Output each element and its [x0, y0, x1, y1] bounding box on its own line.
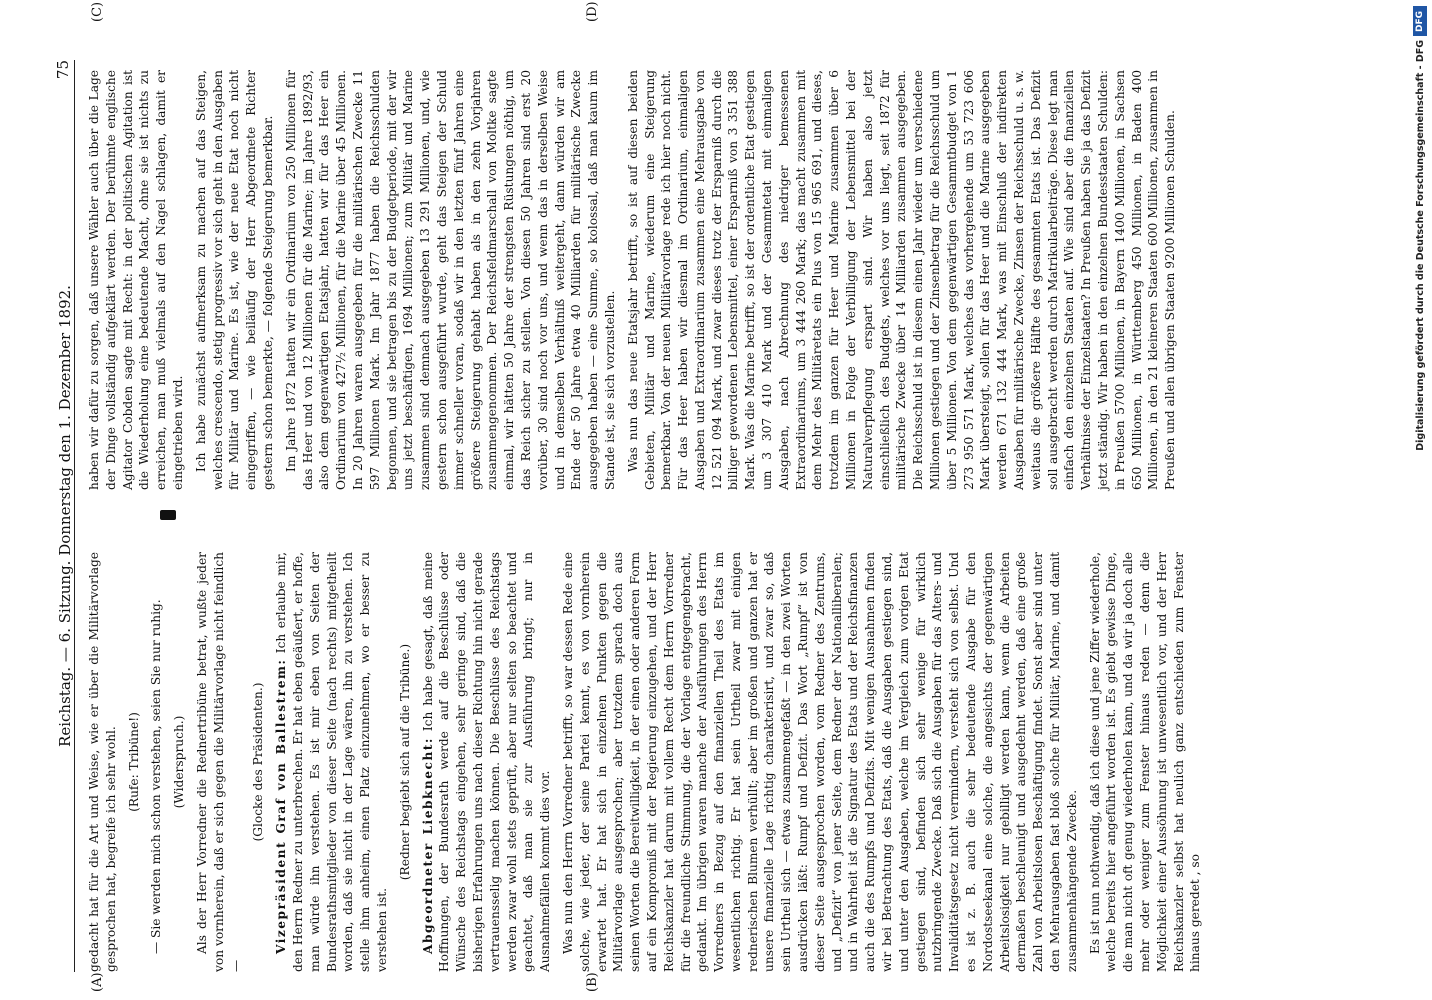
- speaker-name: Abgeordneter Liebknecht:: [420, 737, 435, 954]
- page-number: 75: [54, 60, 72, 80]
- margin-marker-b: (B): [585, 972, 600, 992]
- speaker-name: Vizepräsident Graf von Ballestrem:: [274, 658, 289, 954]
- dfg-logo: DFG: [1413, 6, 1427, 36]
- page-header: [48, 60, 75, 972]
- paragraph: [420, 552, 554, 972]
- ink-smudge: [160, 510, 176, 520]
- right-text-column: [86, 70, 1179, 490]
- margin-marker-a: (A): [90, 972, 105, 992]
- paragraph: [273, 552, 391, 972]
- paragraph: haben wir dafür zu sorgen, daß unsere Wähler auch über die Lage der Dinge vollständig aufgeklärt werden. Der berühmte englische Agitator Cobden sagte mit Recht: in der politischen Agitation ist die Wiederholung eine bedeutende Macht, ohne sie ist nichts zu erreichen, man muß vielmals auf den Nagel schlagen, damit er eingetrieben wird.: [87, 70, 185, 490]
- speech-text: Ich erlaube mir, den Herrn Redner zu unterbrechen. Er hat eben geäußert, er hoffe, man würde ihn verstehen. Es ist mir eben von Seiten der Bundesrathsmitglieder von dieser Seite (nach rechts) mitgetheilt worden, daß sie nicht in der Lage wären, ihn zu verstehen. Ich stelle ihm anheim, einen Platz einzunehmen, wo er besser zu verstehen ist.: [274, 551, 389, 972]
- dfg-attribution-text: Digitalisierung gefördert durch die Deutsche Forschungsgemeinschaft - DFG: [1414, 40, 1426, 451]
- margin-marker-c: (C): [90, 1, 105, 22]
- stage-direction: (Rufe: Tribüne!): [126, 712, 141, 812]
- paragraph: Es ist nun nothwendig, daß ich diese und jene Ziffer wiederhole, welche bereits hier angeführt worden ist. Es giebt gewisse Dinge, die man nicht oft genug wiederholen kann, und da wir ja doch alle mehr oder weniger zum Fenster hinaus reden — denn die Möglichkeit einer Aussöhnung ist unwesentlich vor, und der Herr Reichskanzler selbst hat neulich ganz entschieden zum Fenster hinaus geredet , so: [1087, 552, 1203, 972]
- paragraph: Was nun den Herrn Vorredner betrifft, so war dessen Rede eine solche, wie jeder, der seine Partei kennt, es von vornherein erwartet hat. Er hat sich in einzelnen Punkten gegen die Militärvorlage ausgesprochen; aber trotzdem sprach doch aus seinen Worten die Bereitwilligkeit, in der einen oder anderen Form auf ein Kompromiß mit der Regierung einzugehen, und der Herr Reichskanzler hat darum mit vollem Recht dem Herrn Vorredner für die freundliche Stimmung, die der Vorlage entgegengebracht, gedankt. Im übrigen waren manche der Ausführungen des Herrn Vorredners in Bezug auf den finanziellen Theil des Etats im wesentlichen richtig. Er hat sein Urtheil zwar mit einigen rednerischen Blumen verhüllt; aber im großen und ganzen hat er unsere finanzielle Lage richtig charakterisirt, und zwar so, daß sein Urtheil sich — etwas zusammengefaßt — in den zwei Worten ausdrücken läßt: Rumpf und Defizit. Das Wort „Rumpf“ ist von dieser Seite ausgesprochen worden, vom Redner des Zentrums, und „Defizit“ von jener Seite, dem Redner der Nationalliberalen; und in Wahrheit ist die Signatur des Etats und der Reichsfinanzen auch die des Rumpfs und Defizits. Mit wenigen Ausnahmen finden wir bei Betrachtung des Etats, daß die Ausgaben gestiegen sind, und unter den Ausgaben, welche im Vergleich zum vorigen Etat gestiegen sind, befinden sich sehr wenige für wirklich nutzbringende Zwecke. Daß sich die Ausgaben für das Alters- und Invaliditätsgesetz nicht vermindern, versteht sich von selbst. Und es ist z. B. auch die sehr bedeutende Ausgabe für den Nordostseekanal eine solche, die angesichts der gegenwärtigen Arbeitslosigkeit nur gebilligt werden kann, wenn die Arbeiten dermaßen beschleunigt und ausgedehnt werden, daß eine große Zahl von Arbeitslosen Beschäftigung findet. Sonst aber sind unter den Mehrausgaben fast bloß solche für Militär, Marine, und damit zusammenhängende Zwecke.: [560, 552, 1079, 972]
- paragraph: — Sie werden mich schon verstehen, seien Sie nur ruhig.: [149, 599, 164, 954]
- header-title: Reichstag. — 6. Sitzung. Donnerstag den 1. Dezember 1892.: [56, 285, 74, 747]
- stage-direction: (Widerspruch.): [172, 715, 187, 809]
- paragraph: Was nun das neue Etatsjahr betrifft, so ist auf diesen beiden Gebieten, Militär und Marine, wiederum eine Steigerung bemerkbar. Von der neuen Militärvorlage rede ich hier noch nicht. Für das Heer haben wir diesmal im Ordinarium, einmaligen Ausgaben und Extraordinarium zusammen eine Mehrausgabe von 12 521 094 Mark, und zwar dieses trotz der Ersparniß durch die billiger gewordenen Lebensmittel, einer Ersparniß von 3 351 388 Mark. Was die Marine betrifft, so ist der ordentliche Etat gestiegen um 3 307 410 Mark und der Gesammtetat mit einmaligen Ausgaben, nach Abrechnung des niedriger bemessenen Extraordinariums, um 3 444 260 Mark; das macht zusammen mit dem Mehr des Militäretats ein Plus von 15 965 691, und dieses, trotzdem im ganzen für Heer und Marine zusammen über 6 Millionen in Folge der Verbilligung der Lebensmittel bei der Naturalverpflegung erspart sind. Wir haben also jetzt einschließlich des Budgets, welches vor uns liegt, seit 1872 für militärische Zwecke über 14 Milliarden zusammen ausgegeben. Die Reichsschuld ist in diesem einen Jahr wieder um verschiedene Millionen gestiegen und der Zinsenbetrag für die Reichsschuld um über 5 Millionen. Von dem gegenwärtigen Gesammtbudget von 1 273 950 571 Mark, welches das vorhergehende um 53 723 606 Mark übersteigt, sollen für das Heer und die Marine ausgegeben werden 671 132 444 Mark, was mit Einschluß der indirekten Ausgaben für militärische Zwecke, Zinsen der Reichsschuld u. s. w. weitaus die größere Hälfte des gesammten Etats ist. Das Defizit soll ausgebracht werden durch Matrikularbeiträge. Diese legt man einfach den einzelnen Staaten auf. Wie sind aber die finanziellen Verhältnisse der Einzelstaaten? In Preußen haben Sie ja das Defizit jetzt ständig. Wir haben in den einzelnen Bundesstaaten Schulden: in Preußen 5700 Millionen, in Bayern 1400 Millionen, in Sachsen 650 Millionen, in Württemberg 450 Millionen, in Baden 400 Millionen, in den 21 kleineren Staaten 600 Millionen, zusammen in Preußen und allen übrigen Staaten 9200 Millionen Schulden.: [625, 70, 1178, 490]
- paragraph: gedacht hat für die Art und Weise, wie er über die Militärvorlage gesprochen hat, begreife ich sehr wohl.: [87, 552, 118, 972]
- dfg-attribution-strip: [1412, 6, 1428, 996]
- left-text-column: [86, 552, 1204, 972]
- speech-text: Ich habe gesagt, daß meine Hoffnungen, der Bundesrath werde auf die Beschlüsse oder Wünsche des Reichstags eingehen, sehr geringe sind, daß die bisherigen Erfahrungen uns nach dieser Richtung hin nicht gerade vertrauensselig machen können. Die Beschlüsse des Reichstags werden zwar wohl stets geprüft, aber nur selten so beachtet und geachtet, daß man sie zur Ausführung bringt; nur in Ausnahmefällen kommt dies vor.: [420, 552, 553, 972]
- stage-direction: (Glocke des Präsidenten.): [251, 682, 266, 842]
- stage-direction: (Redner begiebt sich auf die Tribüne.): [397, 643, 412, 881]
- paragraph: Im Jahre 1872 hatten wir ein Ordinarium von 250 Millionen für das Heer und von 12 Millionen für die Marine; im Jahre 1892/93, also dem gegenwärtigen Etatsjahr, hatten wir für das Heer ein Ordinarium von 427½ Millionen, für die Marine über 45 Millionen. In 20 Jahren waren ausgegeben für die militärischen Zwecke 11 597 Millionen Mark. Im Jahr 1877 haben die Reichsschulden begonnen, und sie betragen bis zu der Budgetperiode, mit der wir uns jetzt beschäftigen, 1694 Millionen; zum Militär und Marine zusammen sind demnach ausgegeben 13 291 Millionen, und, wie gestern schon ausgeführt wurde, geht das Steigen der Schuld immer schneller voran, sodaß wir in den letzten fünf Jahren eine größere Steigerung gehabt haben als in den zehn Vorjahren zusammengenommen. Der Reichsfeldmarschall von Moltke sagte einmal, wir hätten 50 Jahre der strengsten Rüstungen nöthig, um das Reich sicher zu stellen. Von diesen 50 Jahren sind erst 20 vorüber, 30 sind noch vor uns, und wenn das in derselben Weise und in demselben Verhältniß weitergeht, dann würden wir am Ende der 50 Jahre etwa 40 Milliarden für militärische Zwecke ausgegeben haben — eine Summe, so kolossal, daß man kaum im Stande ist, sie sich vorzustellen.: [283, 70, 617, 490]
- paragraph: Ich habe zunächst aufmerksam zu machen auf das Steigen, welches crescendo, stetig progressiv vor sich geht in den Ausgaben für Militär und Marine. Es ist, wie der neue Etat noch nicht eingegriffen, — wie beiläufig der Herr Abgeordnete Richter gestern schon bemerkte, — folgende Steigerung bemerkbar.: [193, 70, 275, 490]
- margin-marker-d: (D): [585, 1, 600, 22]
- paragraph: Als der Herr Vorredner die Rednertribüne betrat, wußte jeder von vornherein, daß er sich gegen die Militärvorlage nicht feindlich —: [194, 552, 243, 972]
